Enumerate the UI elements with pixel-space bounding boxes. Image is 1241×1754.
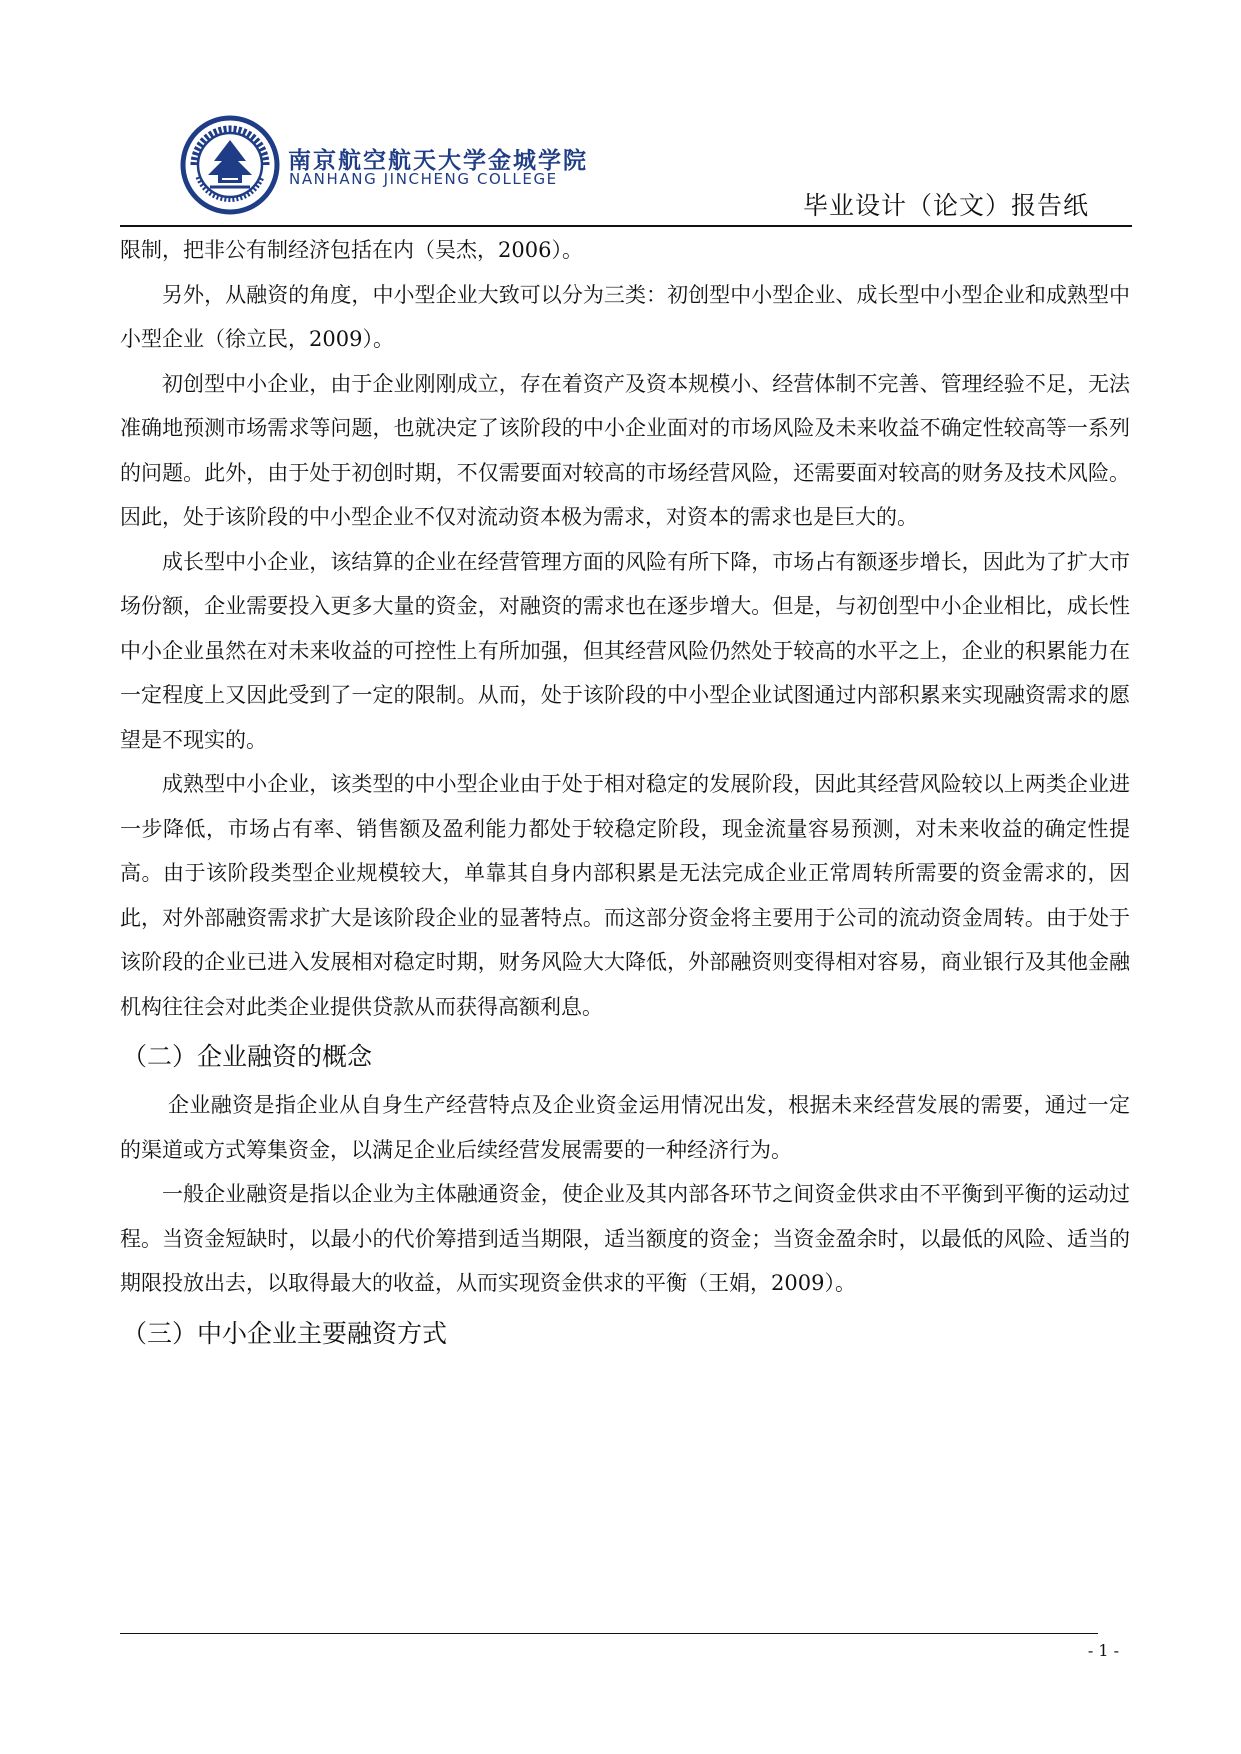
paragraph: 成长型中小企业，该结算的企业在经营管理方面的风险有所下降，市场占有额逐步增长，因此为了扩大市场份额，企业需要投入更多大量的资金，对融资的需求也在逐步增大。但是，与初创型中小企业相比，成长性中小企业虽然在对未来收益的可控性上有所加强，但其经营风险仍然处于较高的水平之上，企业的积累能力在一定程度上又因此受到了一定的限制。从而，处于该阶段的中小型企业试图通过内部积累来实现融资需求的愿望是不现实的。 — [120, 549, 1130, 752]
college-logo-icon — [180, 115, 280, 215]
report-title: 毕业设计（论文）报告纸 — [802, 191, 1089, 220]
paragraph: 成熟型中小企业，该类型的中小型企业由于处于相对稳定的发展阶段，因此其经营风险较以上两类企业进一步降低，市场占有率、销售额及盈利能力都处于较稳定阶段，现金流量容易预测，对未来收益的确定性提高。由于该阶段类型企业规模较大，单靠其自身内部积累是无法完成企业正常周转所需要的资金需求的，因此，对外部融资需求扩大是该阶段企业的显著特点。而这部分资金将主要用于公司的流动资金周转。由于处于该阶段的企业已进入发展相对稳定时期，财务风险大大降低，外部融资则变得相对容易，商业银行及其他金融机构往往会对此类企业提供贷款从而获得高额利息。 — [120, 772, 1130, 1019]
section-heading: （三）中小企业主要融资方式 — [122, 1318, 448, 1348]
footer-divider — [120, 1633, 1098, 1634]
paragraph: 一般企业融资是指以企业为主体融通资金，使企业及其内部各环节之间资金供求由不平衡到平衡的运动过程。当资金短缺时，以最小的代价筹措到适当期限，适当额度的资金；当资金盈余时，以最低的风险、适当的期限投放出去，以取得最大的收益，从而实现资金供求的平衡（王娟，2009）。 — [120, 1182, 1130, 1295]
college-name-cn: 南京航空航天大学金城学院 — [288, 147, 588, 174]
header-divider — [120, 225, 1132, 227]
document-body — [120, 228, 1130, 1360]
section-heading: （二）企业融资的概念 — [122, 1042, 373, 1071]
paragraph: 另外，从融资的角度，中小型企业大致可以分为三类：初创型中小型企业、成长型中小型企业和成熟型中小型企业（徐立民，2009）。 — [120, 282, 1130, 351]
paragraph: 初创型中小企业，由于企业刚刚成立，存在着资产及资本规模小、经营体制不完善、管理经验不足，无法准确地预测市场需求等问题，也就决定了该阶段的中小企业面对的市场风险及未来收益不确定性较高等一系列的问题。此外，由于处于初创时期，不仅需要面对较高的市场经营风险，还需要面对较高的财务及技术风险。因此，处于该阶段的中小型企业不仅对流动资本极为需求，对资本的需求也是巨大的。 — [120, 371, 1130, 529]
paragraph: 限制，把非公有制经济包括在内（吴杰，2006）。 — [120, 238, 583, 262]
paragraph: 企业融资是指企业从自身生产经营特点及企业资金运用情况出发，根据未来经营发展的需要，通过一定的渠道或方式筹集资金，以满足企业后续经营发展需要的一种经济行为。 — [120, 1093, 1130, 1162]
page-number: - 1 - — [1087, 1641, 1119, 1660]
college-name-en: NANHANG JINCHENG COLLEGE — [289, 170, 558, 188]
